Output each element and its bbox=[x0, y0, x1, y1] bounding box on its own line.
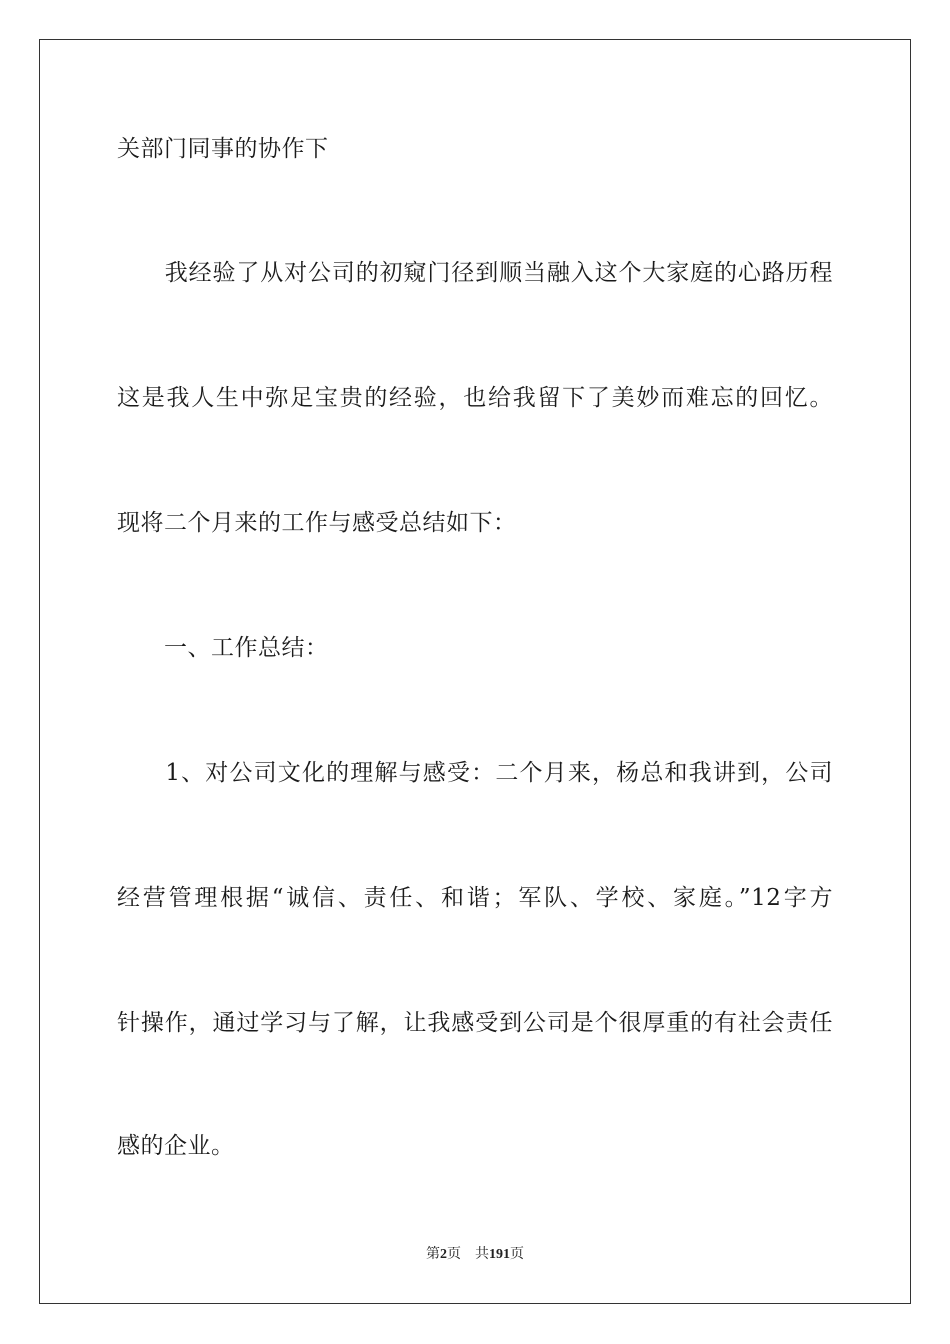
text-line-3: 这是我人生中弥足宝贵的经验，也给我留下了美妙而难忘的回忆。 bbox=[117, 385, 833, 411]
page-border bbox=[39, 39, 911, 1304]
text-line-9: 感的企业。 bbox=[117, 1133, 235, 1159]
text-line-7: 经营管理根据“诚信、责任、和谐；军队、学校、家庭。”12字方 bbox=[117, 885, 833, 911]
text-line-2: 我经验了从对公司的初窥门径到顺当融入这个大家庭的心路历程 bbox=[117, 260, 833, 286]
section-heading: 一、工作总结： bbox=[117, 635, 329, 661]
total-pages: 191 bbox=[489, 1247, 510, 1262]
text-line-6: 1、对公司文化的理解与感受：二个月来，杨总和我讲到，公司 bbox=[117, 760, 833, 786]
page-prefix: 第 bbox=[426, 1247, 440, 1262]
page-number: 2 bbox=[440, 1247, 447, 1262]
total-prefix: 共 bbox=[475, 1247, 489, 1262]
page-suffix: 页 bbox=[447, 1247, 461, 1262]
page-footer bbox=[0, 1246, 950, 1264]
text-line-1: 关部门同事的协作下 bbox=[117, 136, 329, 162]
total-suffix: 页 bbox=[510, 1247, 524, 1262]
text-line-4: 现将二个月来的工作与感受总结如下： bbox=[117, 510, 517, 536]
text-line-8: 针操作，通过学习与了解，让我感受到公司是个很厚重的有社会责任 bbox=[117, 1010, 833, 1036]
